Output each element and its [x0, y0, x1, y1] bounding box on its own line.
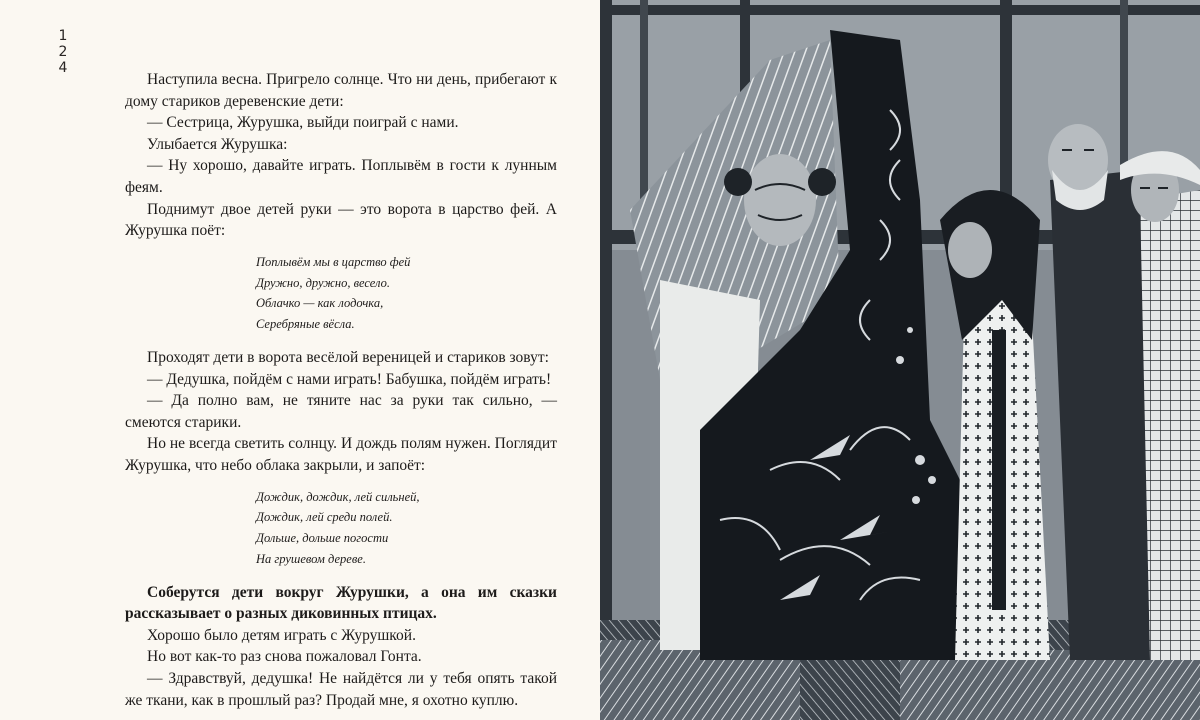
- paragraph: — Здравствуй, дедушка! Не найдётся ли у тебя опять такой же ткани, как в прошлый раз? Продай мне, я охотно куплю.: [125, 670, 557, 709]
- window-frame: [600, 5, 1200, 15]
- poem-line: Дольше, дольше погости: [256, 531, 389, 546]
- paragraph: — Дедушка, пойдём с нами играть! Бабушка, пойдём играть!: [147, 370, 552, 388]
- poem: [256, 252, 557, 335]
- poem-line: Поплывём мы в царство фей: [256, 254, 411, 269]
- man-figure: [1140, 190, 1200, 660]
- poem-line: На грушевом дереве.: [256, 551, 366, 566]
- story-text: [125, 69, 557, 711]
- paragraph: Но вот как-то раз снова пожаловал Гонта.: [147, 648, 422, 666]
- page-number: [56, 28, 70, 76]
- poem-line: Серебряные вёсла.: [256, 317, 355, 332]
- poem-line: Облачко — как лодочка,: [256, 296, 384, 311]
- paragraph: Проходят дети в ворота весёлой вереницей и стариков зовут:: [147, 348, 549, 366]
- paragraph: Улыбается Журушка:: [147, 135, 288, 153]
- paragraph: Наступила весна. Пригрело солнце. Что ни день, прибегают к дому стариков деревенские дети:: [125, 71, 557, 110]
- window-frame: [600, 0, 612, 720]
- paragraph: — Ну хорошо, давайте играть. Поплывём в гости к лунным феям.: [125, 157, 557, 196]
- poem: [256, 487, 557, 570]
- paragraph: — Сестрица, Журушка, выйди поиграй с нами.: [147, 114, 459, 132]
- paragraph: Соберутся дети вокруг Журушки, а она им сказки рассказывает о разных диковинных птицах.: [125, 583, 557, 623]
- paragraph: Но не всегда светить солнцу. И дождь полям нужен. Поглядит Журушка, что небо облака закрыли, и запоёт:: [125, 435, 557, 474]
- paragraph: Поднимут двое детей руки — это ворота в царство фей. А Журушка поёт:: [125, 200, 557, 240]
- poem-line: Дождик, лей среди полей.: [256, 510, 393, 525]
- paragraph: Хорошо было детям играть с Журушкой.: [147, 626, 416, 644]
- page-number-digit: 2: [58, 44, 68, 60]
- page-number-digit: 4: [58, 60, 68, 76]
- poem-line: Дождик, дождик, лей сильней,: [256, 489, 420, 504]
- page-number-digit: 1: [58, 28, 68, 44]
- illustration-svg: [600, 0, 1200, 720]
- paragraph: — Да полно вам, не тяните нас за руки так сильно, — смеются старики.: [125, 392, 557, 431]
- illustration: [600, 0, 1200, 720]
- poem-line: Дружно, дружно, весело.: [256, 275, 390, 290]
